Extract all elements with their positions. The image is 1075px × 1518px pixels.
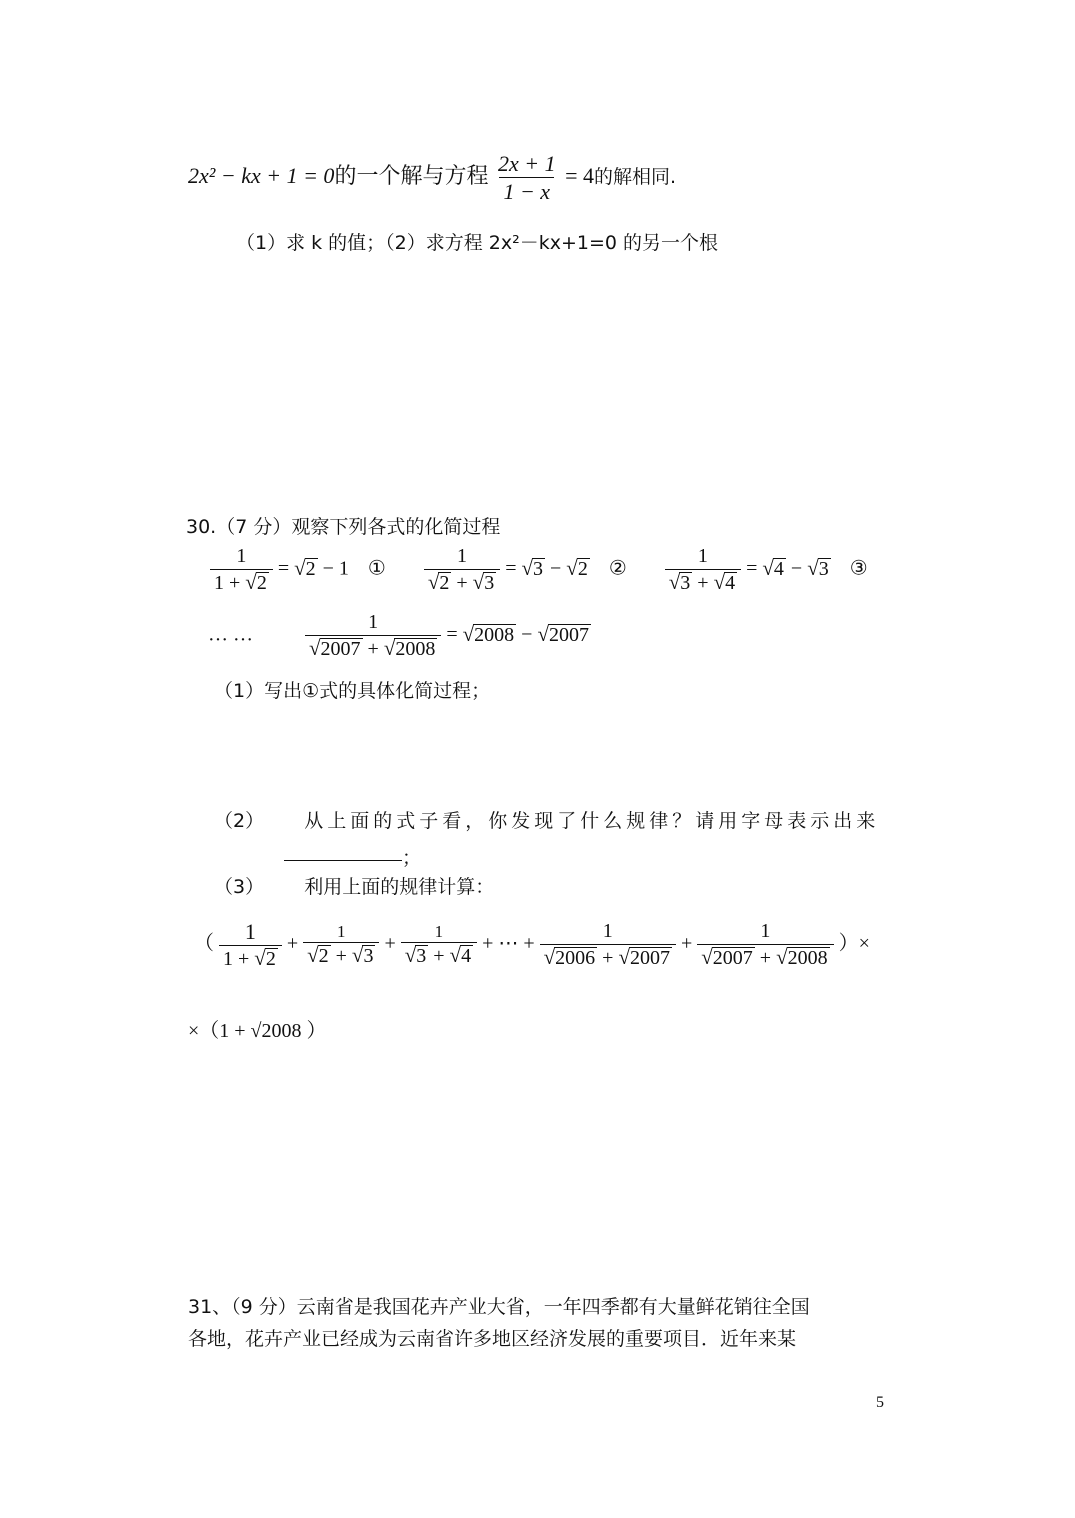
answer-blank-line[interactable]: [284, 860, 402, 861]
answer-blank-semicolon: ；: [402, 847, 422, 869]
example1-fraction: 1 1 + √ 2: [210, 546, 273, 594]
ellipsis: … …: [208, 623, 253, 646]
sum-term-1: 1 1 + √ 2: [219, 920, 282, 970]
q29-tail-text: 的解相同.: [594, 166, 677, 189]
q30-part2: [214, 806, 879, 833]
circle-three-marker: ③: [849, 555, 868, 580]
example-n-fraction: 1 √ 2007 + √ 2008: [305, 612, 441, 660]
q29-equation-line: [188, 152, 676, 204]
q30-ellipsis-row: … … 1 √ 2007 + √ 2008 = √ 2008 − √ 2007: [208, 611, 589, 660]
q30-part2-text: 从上面的式子看，你发现了什么规律？请用字母表示出来: [304, 810, 880, 832]
sum-term-3: 1 √ 3 + √ 4: [401, 923, 477, 968]
q30-part3: [214, 872, 494, 899]
times-sign: ×: [858, 932, 870, 955]
sum-term-2006: 1 √ 2006 + √ 2007: [540, 921, 676, 969]
q30-multiplier-line: ×（1 + √2008 ）: [188, 1020, 327, 1042]
q30-heading: 30.（7 分）观察下列各式的化简过程: [186, 516, 501, 538]
q29-fraction-numerator: 2x + 1: [497, 151, 556, 176]
q29-fraction: [494, 152, 560, 204]
sum-term-2007: 1 √ 2007 + √ 2008: [697, 921, 833, 969]
circle-one-marker: ①: [367, 555, 386, 580]
example3-fraction: 1 √ 3 + √ 4: [665, 546, 741, 594]
q30-part1: （1）写出①式的具体化简过程；: [214, 680, 491, 702]
q29-subquestion: （1）求 k 的值；（2）求方程 2x²－kx+1=0 的另一个根: [236, 232, 719, 254]
q29-lead-text: 的一个解与方程: [334, 164, 489, 190]
q30-part2-label: （2）: [214, 810, 265, 832]
sum-term-2: 1 √ 2 + √ 3: [303, 923, 379, 968]
q29-equation-rhs: = 4: [565, 163, 594, 189]
q31-line-2: 各地，花卉产业已经成为云南省许多地区经济发展的重要项目．近年来某: [188, 1328, 797, 1350]
q30-sum-expression: （ 1 1 + √ 2 + 1 √ 2 + √ 3 + 1 √ 3 + √ 4 + ⋯ + 1 √ 2006 + √ 2007 + 1 √ 2007 + √ 2008 ）×: [194, 919, 870, 971]
q30-part3-text: 利用上面的规律计算：: [304, 876, 495, 898]
q31-line-1: 31、（9 分）云南省是我国花卉产业大省，一年四季都有大量鲜花销往全国: [188, 1296, 810, 1318]
circle-two-marker: ②: [608, 555, 627, 580]
page-number: 5: [876, 1394, 884, 1411]
q30-part3-label: （3）: [214, 876, 265, 898]
q29-lead-math: 2x² − kx + 1 = 0: [188, 163, 335, 189]
example2-fraction: 1 √ 2 + √ 3: [424, 546, 500, 594]
q29-fraction-denominator: 1 − x: [499, 177, 554, 204]
q30-example-row: 1 1 + √ 2 = √ 2 − 1 ① 1 √ 2 + √ 3 = √ 3 − √ 2 ② 1 √ 3 + √ 4 = √ 4 − √ 3 ③: [210, 546, 868, 594]
